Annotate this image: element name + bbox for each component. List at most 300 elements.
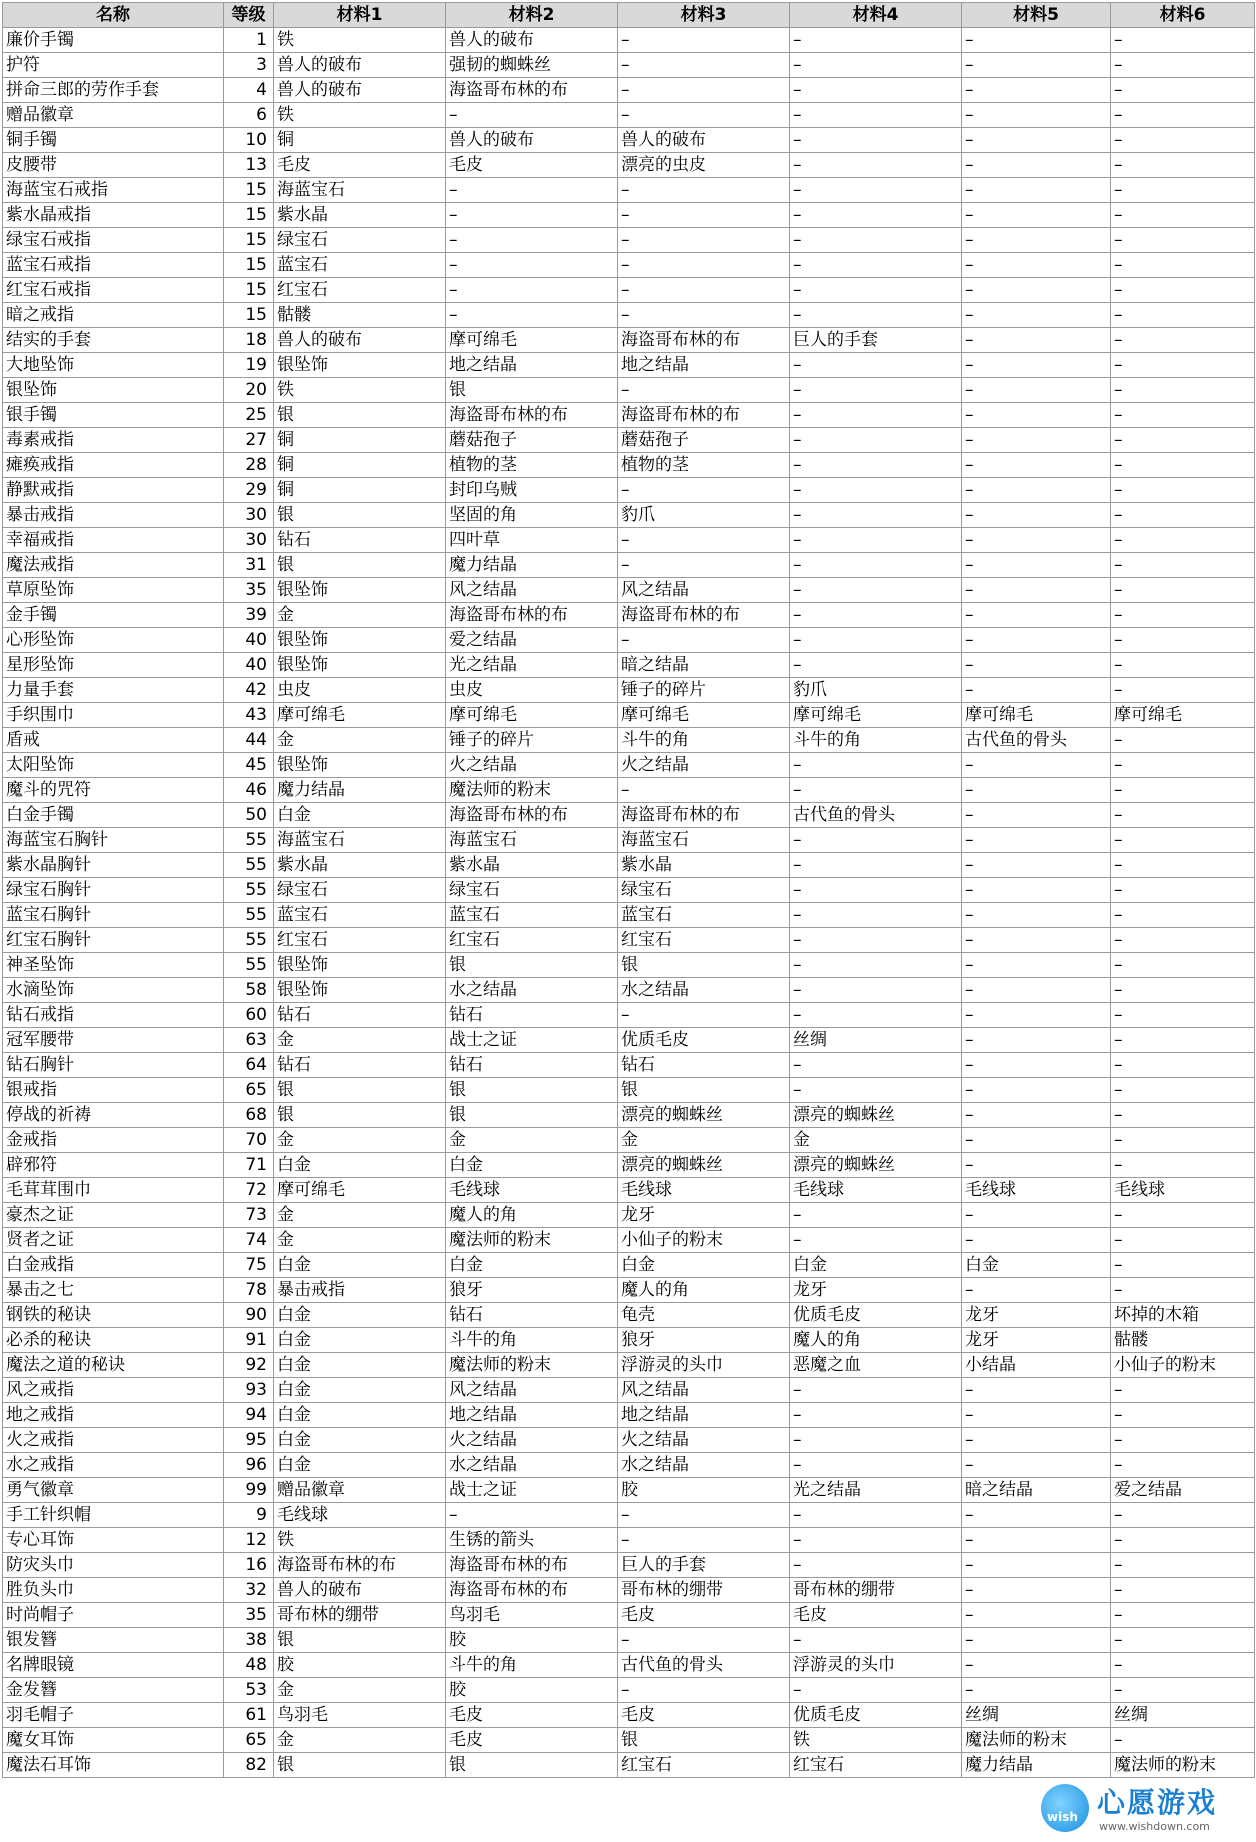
cell-material-5: – (962, 1053, 1111, 1078)
cell-material-6: 毛线球 (1111, 1178, 1255, 1203)
cell-material-1: 绿宝石 (274, 878, 446, 903)
cell-level: 31 (224, 553, 274, 578)
cell-material-1: 金 (274, 1203, 446, 1228)
cell-material-6: – (1111, 28, 1255, 53)
cell-material-3: 海盗哥布林的布 (618, 403, 790, 428)
header-material-5: 材料5 (962, 3, 1111, 28)
table-row (3, 1753, 1255, 1778)
cell-material-2: 魔法师的粉末 (446, 1228, 618, 1253)
cell-material-1: 鸟羽毛 (274, 1703, 446, 1728)
cell-material-4: – (790, 1203, 962, 1228)
cell-material-4: – (790, 653, 962, 678)
cell-material-4: 龙牙 (790, 1278, 962, 1303)
cell-material-1: 金 (274, 1228, 446, 1253)
cell-level: 92 (224, 1353, 274, 1378)
cell-name: 神圣坠饰 (3, 953, 224, 978)
cell-name: 勇气徽章 (3, 1478, 224, 1503)
cell-material-5: – (962, 653, 1111, 678)
table-row (3, 253, 1255, 278)
cell-material-5: – (962, 828, 1111, 853)
cell-level: 13 (224, 153, 274, 178)
cell-material-3: 植物的茎 (618, 453, 790, 478)
cell-material-1: 银坠饰 (274, 753, 446, 778)
cell-material-4: – (790, 853, 962, 878)
cell-name: 贤者之证 (3, 1228, 224, 1253)
cell-material-6: – (1111, 903, 1255, 928)
cell-material-2: 毛皮 (446, 1728, 618, 1753)
cell-material-4: 漂亮的蜘蛛丝 (790, 1103, 962, 1128)
cell-level: 39 (224, 603, 274, 628)
cell-name: 金发簪 (3, 1678, 224, 1703)
cell-material-5: – (962, 1553, 1111, 1578)
cell-material-4: 恶魔之血 (790, 1353, 962, 1378)
cell-material-2: 钻石 (446, 1053, 618, 1078)
cell-material-5: – (962, 1653, 1111, 1678)
cell-material-6: – (1111, 678, 1255, 703)
cell-name: 瘫痪戒指 (3, 453, 224, 478)
cell-material-5: – (962, 528, 1111, 553)
cell-material-6: – (1111, 1278, 1255, 1303)
cell-level: 15 (224, 178, 274, 203)
cell-material-5: – (962, 1403, 1111, 1428)
cell-level: 45 (224, 753, 274, 778)
cell-material-3: 海盗哥布林的布 (618, 328, 790, 353)
cell-material-6: – (1111, 1578, 1255, 1603)
cell-material-4: – (790, 78, 962, 103)
cell-name: 拼命三郎的劳作手套 (3, 78, 224, 103)
cell-level: 29 (224, 478, 274, 503)
cell-material-5: 小结晶 (962, 1353, 1111, 1378)
table-row (3, 178, 1255, 203)
cell-name: 暴击戒指 (3, 503, 224, 528)
cell-material-3: 白金 (618, 1253, 790, 1278)
cell-name: 魔女耳饰 (3, 1728, 224, 1753)
cell-material-2: 绿宝石 (446, 878, 618, 903)
watermark-badge-text: wish (1047, 1810, 1078, 1824)
cell-material-6: – (1111, 1128, 1255, 1153)
cell-material-6: – (1111, 1028, 1255, 1053)
cell-name: 大地坠饰 (3, 353, 224, 378)
cell-material-6: – (1111, 1628, 1255, 1653)
cell-material-5: – (962, 928, 1111, 953)
cell-name: 水之戒指 (3, 1453, 224, 1478)
cell-level: 35 (224, 1603, 274, 1628)
cell-material-5: – (962, 1628, 1111, 1653)
cell-material-6: 丝绸 (1111, 1703, 1255, 1728)
cell-level: 61 (224, 1703, 274, 1728)
cell-material-4: – (790, 303, 962, 328)
cell-name: 银坠饰 (3, 378, 224, 403)
cell-material-2: 强韧的蜘蛛丝 (446, 53, 618, 78)
cell-name: 专心耳饰 (3, 1528, 224, 1553)
cell-material-4: – (790, 878, 962, 903)
cell-material-5: – (962, 578, 1111, 603)
cell-material-5: – (962, 178, 1111, 203)
cell-material-1: 铁 (274, 28, 446, 53)
cell-material-1: 紫水晶 (274, 853, 446, 878)
cell-material-3: 火之结晶 (618, 1428, 790, 1453)
table-row (3, 203, 1255, 228)
cell-name: 星形坠饰 (3, 653, 224, 678)
cell-material-3: 毛皮 (618, 1703, 790, 1728)
cell-name: 豪杰之证 (3, 1203, 224, 1228)
cell-name: 名牌眼镜 (3, 1653, 224, 1678)
table-row (3, 553, 1255, 578)
cell-material-2: 海盗哥布林的布 (446, 403, 618, 428)
cell-material-2: 兽人的破布 (446, 128, 618, 153)
table-row (3, 578, 1255, 603)
cell-material-6: – (1111, 1528, 1255, 1553)
cell-material-2: – (446, 103, 618, 128)
cell-material-5: – (962, 103, 1111, 128)
table-row (3, 53, 1255, 78)
cell-material-1: 毛线球 (274, 1503, 446, 1528)
cell-level: 73 (224, 1203, 274, 1228)
cell-material-3: 狼牙 (618, 1328, 790, 1353)
cell-name: 金戒指 (3, 1128, 224, 1153)
cell-material-3: 地之结晶 (618, 353, 790, 378)
cell-material-3: 古代鱼的骨头 (618, 1653, 790, 1678)
table-row (3, 1278, 1255, 1303)
cell-material-6: – (1111, 503, 1255, 528)
cell-material-1: 铜 (274, 478, 446, 503)
cell-name: 胜负头巾 (3, 1578, 224, 1603)
cell-material-6: – (1111, 253, 1255, 278)
cell-material-5: 摩可绵毛 (962, 703, 1111, 728)
cell-material-2: 封印乌贼 (446, 478, 618, 503)
cell-material-1: 虫皮 (274, 678, 446, 703)
table-row (3, 1678, 1255, 1703)
table-row (3, 1378, 1255, 1403)
header-material-1: 材料1 (274, 3, 446, 28)
table-row (3, 153, 1255, 178)
cell-level: 12 (224, 1528, 274, 1553)
cell-material-3: – (618, 528, 790, 553)
cell-material-6: – (1111, 103, 1255, 128)
cell-material-4: – (790, 1403, 962, 1428)
cell-material-6: – (1111, 1553, 1255, 1578)
cell-material-3: – (618, 553, 790, 578)
cell-material-5: – (962, 128, 1111, 153)
cell-material-5: – (962, 853, 1111, 878)
cell-level: 6 (224, 103, 274, 128)
cell-material-2: 毛线球 (446, 1178, 618, 1203)
cell-material-6: – (1111, 353, 1255, 378)
cell-material-6: – (1111, 203, 1255, 228)
cell-material-4: – (790, 603, 962, 628)
cell-material-6: – (1111, 628, 1255, 653)
table-row (3, 1553, 1255, 1578)
cell-material-5: – (962, 1028, 1111, 1053)
cell-material-1: 银 (274, 1753, 446, 1778)
cell-material-1: 铜 (274, 128, 446, 153)
cell-material-3: 海盗哥布林的布 (618, 803, 790, 828)
cell-material-2: 金 (446, 1128, 618, 1153)
cell-level: 10 (224, 128, 274, 153)
cell-material-3: 优质毛皮 (618, 1028, 790, 1053)
cell-name: 蓝宝石戒指 (3, 253, 224, 278)
cell-material-1: 金 (274, 728, 446, 753)
cell-material-2: 红宝石 (446, 928, 618, 953)
cell-material-5: – (962, 1003, 1111, 1028)
cell-name: 结实的手套 (3, 328, 224, 353)
cell-material-3: – (618, 253, 790, 278)
cell-level: 53 (224, 1678, 274, 1703)
cell-name: 红宝石戒指 (3, 278, 224, 303)
cell-material-1: 魔力结晶 (274, 778, 446, 803)
cell-level: 19 (224, 353, 274, 378)
cell-level: 15 (224, 303, 274, 328)
cell-name: 银手镯 (3, 403, 224, 428)
cell-material-4: 巨人的手套 (790, 328, 962, 353)
cell-material-2: 银 (446, 1103, 618, 1128)
table-row (3, 228, 1255, 253)
cell-material-3: 蘑菇孢子 (618, 428, 790, 453)
cell-material-6: – (1111, 1003, 1255, 1028)
cell-name: 火之戒指 (3, 1428, 224, 1453)
cell-material-3: 风之结晶 (618, 578, 790, 603)
cell-material-2: – (446, 303, 618, 328)
cell-material-4: 铁 (790, 1728, 962, 1753)
cell-level: 58 (224, 978, 274, 1003)
cell-material-1: 蓝宝石 (274, 903, 446, 928)
table-row (3, 778, 1255, 803)
cell-name: 皮腰带 (3, 153, 224, 178)
table-row (3, 1453, 1255, 1478)
cell-material-3: – (618, 1003, 790, 1028)
cell-material-1: 白金 (274, 1378, 446, 1403)
cell-material-3: 龟壳 (618, 1303, 790, 1328)
cell-level: 43 (224, 703, 274, 728)
cell-name: 金手镯 (3, 603, 224, 628)
cell-level: 55 (224, 928, 274, 953)
cell-material-3: 兽人的破布 (618, 128, 790, 153)
cell-name: 护符 (3, 53, 224, 78)
cell-material-4: 毛线球 (790, 1178, 962, 1203)
cell-material-6: – (1111, 1403, 1255, 1428)
cell-material-2: 爱之结晶 (446, 628, 618, 653)
cell-material-5: 丝绸 (962, 1703, 1111, 1728)
cell-level: 93 (224, 1378, 274, 1403)
cell-material-2: 风之结晶 (446, 578, 618, 603)
cell-material-4: – (790, 478, 962, 503)
cell-material-3: – (618, 1528, 790, 1553)
cell-level: 9 (224, 1503, 274, 1528)
cell-material-4: – (790, 1003, 962, 1028)
cell-material-2: 海盗哥布林的布 (446, 1553, 618, 1578)
cell-material-3: 毛线球 (618, 1178, 790, 1203)
cell-material-3: – (618, 178, 790, 203)
cell-material-2: 紫水晶 (446, 853, 618, 878)
cell-name: 魔法石耳饰 (3, 1753, 224, 1778)
cell-material-1: 白金 (274, 1453, 446, 1478)
cell-material-1: 赠品徽章 (274, 1478, 446, 1503)
cell-material-2: 光之结晶 (446, 653, 618, 678)
cell-name: 铜手镯 (3, 128, 224, 153)
cell-material-5: – (962, 1153, 1111, 1178)
cell-level: 44 (224, 728, 274, 753)
cell-name: 绿宝石胸针 (3, 878, 224, 903)
cell-material-6: – (1111, 278, 1255, 303)
cell-material-1: 铁 (274, 1528, 446, 1553)
cell-level: 27 (224, 428, 274, 453)
header-row (3, 3, 1255, 28)
cell-material-2: 摩可绵毛 (446, 328, 618, 353)
cell-material-2: 魔法师的粉末 (446, 778, 618, 803)
cell-material-4: – (790, 1453, 962, 1478)
cell-material-4: – (790, 528, 962, 553)
cell-material-2: 蘑菇孢子 (446, 428, 618, 453)
cell-name: 紫水晶胸针 (3, 853, 224, 878)
header-name: 名称 (3, 3, 224, 28)
cell-material-5: – (962, 553, 1111, 578)
cell-material-2: – (446, 203, 618, 228)
table-row (3, 428, 1255, 453)
cell-material-2: 斗牛的角 (446, 1328, 618, 1353)
cell-material-1: 铜 (274, 428, 446, 453)
cell-level: 15 (224, 203, 274, 228)
cell-material-1: 银 (274, 403, 446, 428)
cell-material-2: 海盗哥布林的布 (446, 78, 618, 103)
cell-material-6: – (1111, 953, 1255, 978)
cell-name: 毛茸茸围巾 (3, 1178, 224, 1203)
cell-material-1: 胶 (274, 1653, 446, 1678)
cell-material-3: 水之结晶 (618, 1453, 790, 1478)
cell-material-2: 海盗哥布林的布 (446, 1578, 618, 1603)
cell-name: 海蓝宝石胸针 (3, 828, 224, 853)
cell-material-4: – (790, 353, 962, 378)
cell-material-2: 毛皮 (446, 1703, 618, 1728)
cell-material-3: – (618, 278, 790, 303)
cell-name: 心形坠饰 (3, 628, 224, 653)
cell-material-4: – (790, 453, 962, 478)
cell-name: 时尚帽子 (3, 1603, 224, 1628)
cell-level: 32 (224, 1578, 274, 1603)
cell-material-4: – (790, 1628, 962, 1653)
cell-level: 40 (224, 653, 274, 678)
cell-material-1: 钻石 (274, 1053, 446, 1078)
cell-material-5: – (962, 953, 1111, 978)
cell-material-3: – (618, 28, 790, 53)
cell-level: 48 (224, 1653, 274, 1678)
cell-name: 防灾头巾 (3, 1553, 224, 1578)
cell-material-6: – (1111, 753, 1255, 778)
cell-material-1: 金 (274, 1128, 446, 1153)
cell-material-6: – (1111, 778, 1255, 803)
cell-material-5: – (962, 478, 1111, 503)
cell-material-1: 摩可绵毛 (274, 1178, 446, 1203)
cell-material-4: – (790, 628, 962, 653)
cell-material-5: – (962, 1128, 1111, 1153)
cell-material-3: – (618, 228, 790, 253)
cell-material-4: – (790, 578, 962, 603)
cell-material-6: – (1111, 378, 1255, 403)
cell-material-4: – (790, 1553, 962, 1578)
cell-material-3: – (618, 78, 790, 103)
cell-material-1: 白金 (274, 1353, 446, 1378)
cell-level: 15 (224, 228, 274, 253)
cell-level: 91 (224, 1328, 274, 1353)
cell-material-3: 浮游灵的头巾 (618, 1353, 790, 1378)
cell-material-4: 魔人的角 (790, 1328, 962, 1353)
cell-material-4: 毛皮 (790, 1603, 962, 1628)
cell-material-2: 地之结晶 (446, 353, 618, 378)
cell-level: 55 (224, 903, 274, 928)
cell-material-3: 哥布林的绷带 (618, 1578, 790, 1603)
cell-material-2: 锤子的碎片 (446, 728, 618, 753)
cell-material-2: 鸟羽毛 (446, 1603, 618, 1628)
cell-name: 停战的祈祷 (3, 1103, 224, 1128)
cell-name: 盾戒 (3, 728, 224, 753)
cell-material-5: – (962, 1453, 1111, 1478)
cell-level: 35 (224, 578, 274, 603)
cell-material-6: – (1111, 728, 1255, 753)
cell-material-4: – (790, 778, 962, 803)
cell-material-4: – (790, 503, 962, 528)
table-row (3, 928, 1255, 953)
cell-material-6: – (1111, 1503, 1255, 1528)
cell-material-1: 金 (274, 1728, 446, 1753)
cell-material-3: 银 (618, 1728, 790, 1753)
cell-level: 16 (224, 1553, 274, 1578)
cell-material-4: – (790, 203, 962, 228)
cell-name: 静默戒指 (3, 478, 224, 503)
cell-level: 74 (224, 1228, 274, 1253)
cell-material-2: 水之结晶 (446, 978, 618, 1003)
cell-material-6: – (1111, 53, 1255, 78)
cell-level: 28 (224, 453, 274, 478)
cell-material-1: 绿宝石 (274, 228, 446, 253)
cell-level: 15 (224, 253, 274, 278)
cell-material-1: 白金 (274, 1403, 446, 1428)
cell-material-5: – (962, 78, 1111, 103)
cell-material-2: 生锈的箭头 (446, 1528, 618, 1553)
header-level: 等级 (224, 3, 274, 28)
table-row (3, 678, 1255, 703)
cell-material-1: 白金 (274, 803, 446, 828)
cell-material-6: – (1111, 403, 1255, 428)
table-row (3, 953, 1255, 978)
cell-material-6: – (1111, 1078, 1255, 1103)
cell-material-4: 优质毛皮 (790, 1703, 962, 1728)
cell-name: 白金手镯 (3, 803, 224, 828)
cell-material-4: – (790, 1228, 962, 1253)
cell-material-5: – (962, 378, 1111, 403)
cell-material-6: 魔法师的粉末 (1111, 1753, 1255, 1778)
cell-material-2: – (446, 178, 618, 203)
cell-material-4: 漂亮的蜘蛛丝 (790, 1153, 962, 1178)
table-row (3, 353, 1255, 378)
cell-material-3: 豹爪 (618, 503, 790, 528)
cell-material-4: – (790, 928, 962, 953)
cell-name: 手工针织帽 (3, 1503, 224, 1528)
wish-logo-icon (1041, 1784, 1089, 1832)
cell-material-2: 魔法师的粉末 (446, 1353, 618, 1378)
cell-material-3: 红宝石 (618, 928, 790, 953)
cell-material-6: – (1111, 1603, 1255, 1628)
cell-material-3: 魔人的角 (618, 1278, 790, 1303)
cell-material-3: 风之结晶 (618, 1378, 790, 1403)
cell-name: 毒素戒指 (3, 428, 224, 453)
cell-name: 白金戒指 (3, 1253, 224, 1278)
cell-material-4: – (790, 53, 962, 78)
cell-material-6: – (1111, 553, 1255, 578)
cell-material-6: – (1111, 853, 1255, 878)
cell-material-4: – (790, 1053, 962, 1078)
cell-material-1: 钻石 (274, 528, 446, 553)
cell-level: 20 (224, 378, 274, 403)
cell-material-2: 银 (446, 1078, 618, 1103)
